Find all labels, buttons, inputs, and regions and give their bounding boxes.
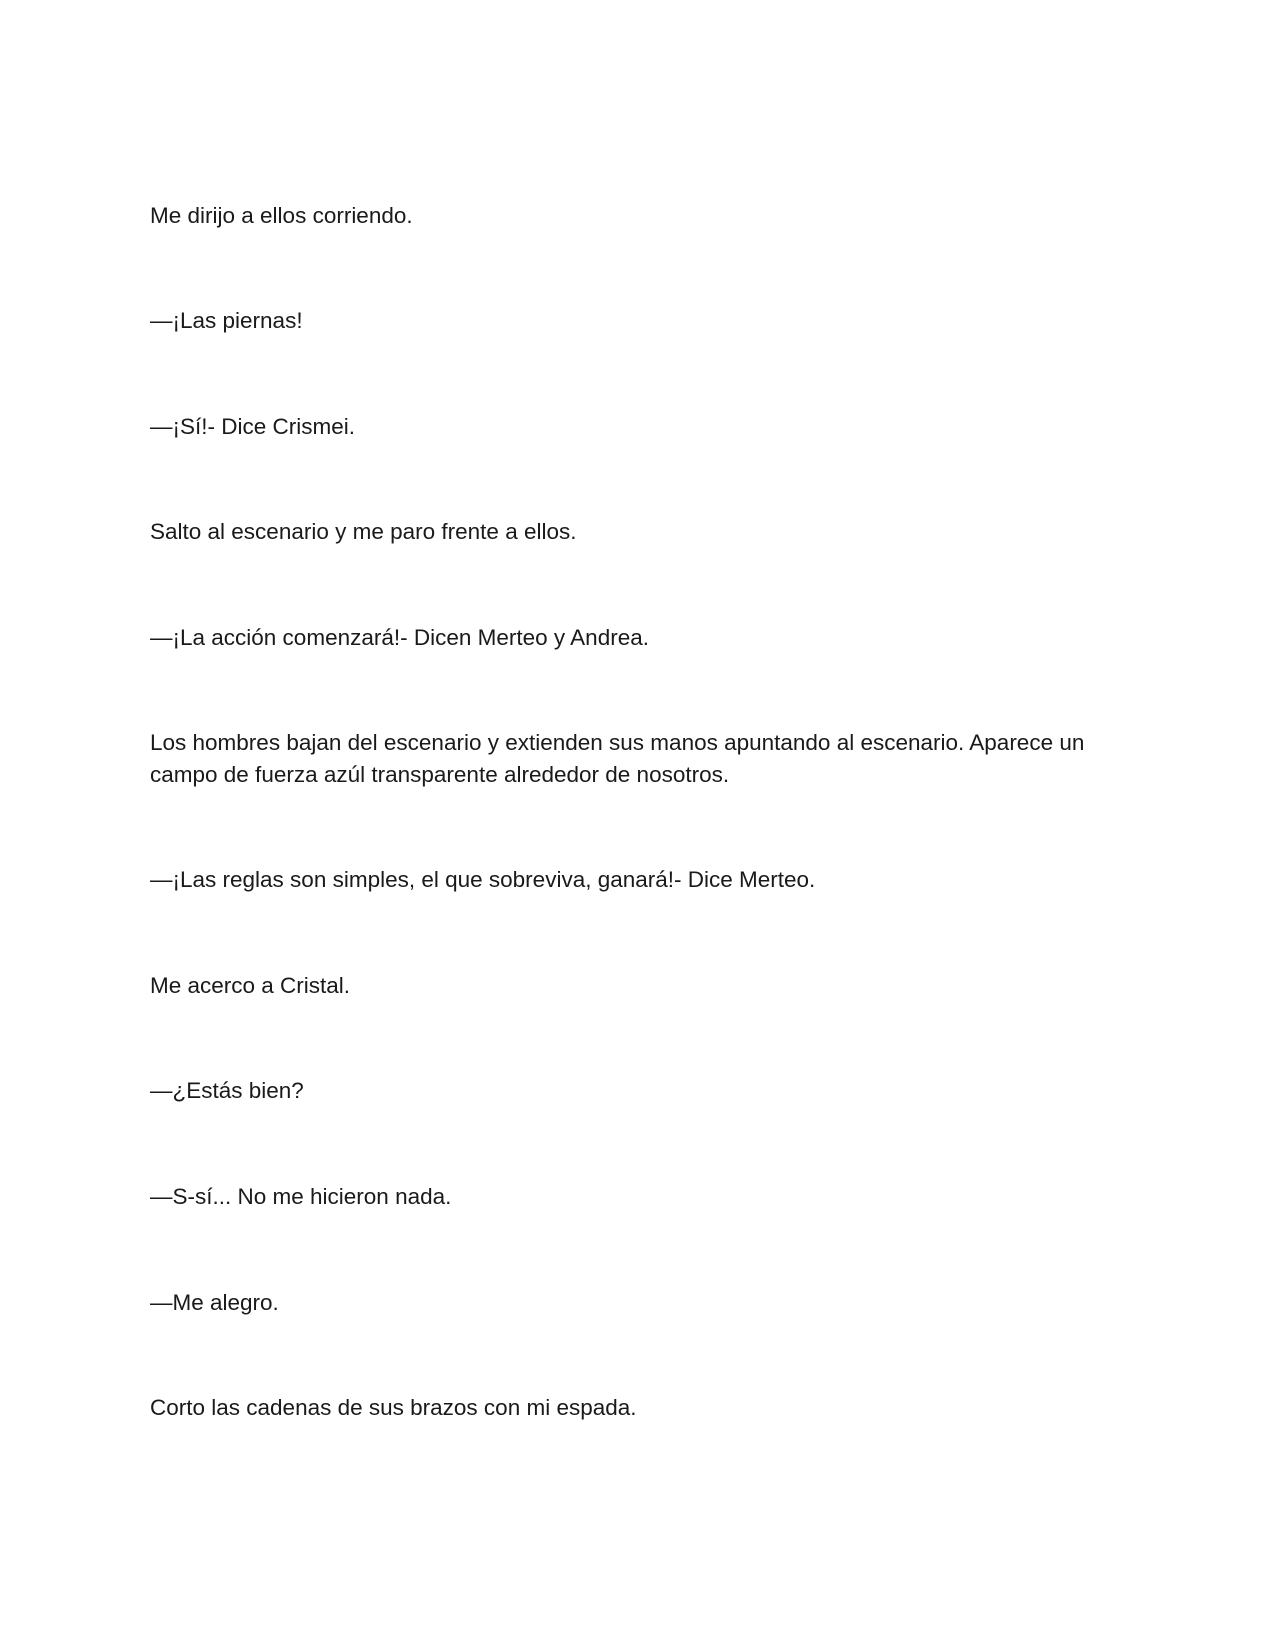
paragraph-4: Salto al escenario y me paro frente a ellos. <box>150 519 577 544</box>
paragraph-1: Me dirijo a ellos corriendo. <box>150 203 413 228</box>
paragraph-6: Los hombres bajan del escenario y extienden sus manos apuntando al escenario. Aparece un campo de fuerza azúl transparente alrededor de nosotros. <box>150 730 1085 787</box>
paragraph-11: —Me alegro. <box>150 1290 279 1315</box>
paragraph-9: —¿Estás bien? <box>150 1078 304 1103</box>
paragraph-10: —S-sí... No me hicieron nada. <box>150 1184 452 1209</box>
paragraph-5: —¡La acción comenzará!- Dicen Merteo y Andrea. <box>150 625 649 650</box>
paragraph-2: —¡Las piernas! <box>150 308 303 333</box>
paragraph-12: Corto las cadenas de sus brazos con mi espada. <box>150 1395 637 1420</box>
paragraph-7: —¡Las reglas son simples, el que sobreviva, ganará!- Dice Merteo. <box>150 867 816 892</box>
paragraph-8: Me acerco a Cristal. <box>150 973 351 998</box>
paragraph-3: —¡Sí!- Dice Crismei. <box>150 414 356 439</box>
